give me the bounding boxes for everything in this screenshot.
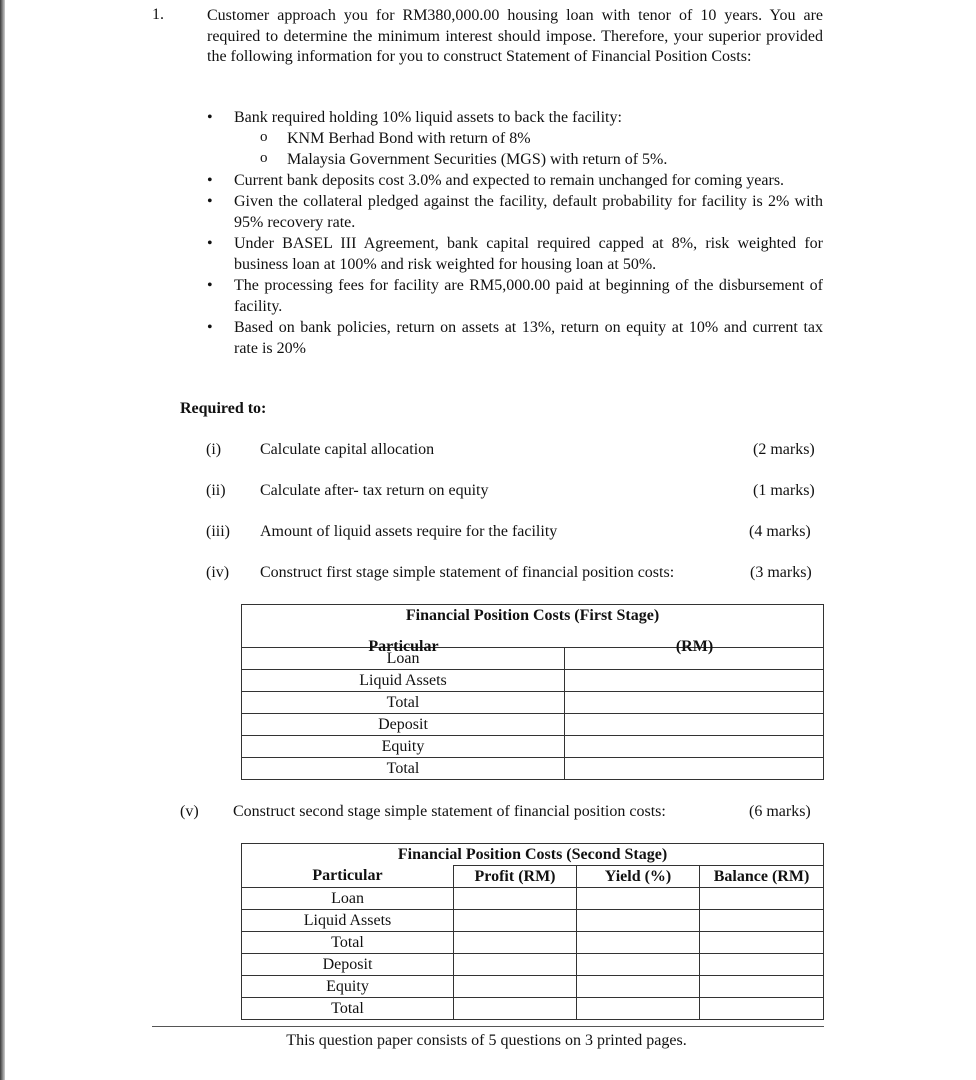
table2-cell xyxy=(700,910,824,932)
table2-cell xyxy=(454,998,577,1020)
table-row xyxy=(242,670,824,692)
bullet-deposit-cost: • Current bank deposits cost 3.0% and expected to remain unchanged for coming years. xyxy=(207,170,823,191)
sub-bullet-list xyxy=(234,128,823,170)
required-item-number: (i) xyxy=(206,441,222,458)
required-item-marks: (1 marks) xyxy=(753,482,815,499)
bullet-processing-fees: • The processing fees for facility are RM5,000.00 paid at beginning of the disbursement of facility. xyxy=(207,275,823,317)
table2-cell xyxy=(700,932,824,954)
table-row xyxy=(242,998,824,1020)
table2-cell xyxy=(454,910,577,932)
sub-bullet-mgs: o Malaysia Government Securities (MGS) with return of 5%. xyxy=(234,149,823,170)
table2-cell xyxy=(577,954,700,976)
required-item-number: (ii) xyxy=(206,482,226,499)
sub-bullet-knm-bond: o KNM Berhad Bond with return of 8% xyxy=(234,128,823,149)
table1-cell-rm xyxy=(565,736,824,758)
table2-cell xyxy=(700,888,824,910)
required-item-marks: (4 marks) xyxy=(749,523,811,540)
table-row xyxy=(242,888,824,910)
table2-col-balance: Balance (RM) xyxy=(700,866,824,888)
table2-cell xyxy=(700,976,824,998)
table1-col-rm: (RM) xyxy=(675,637,714,655)
table1-row-label: Total xyxy=(242,692,565,714)
page-footer xyxy=(0,1032,976,1050)
table1-row-label: Total xyxy=(242,758,565,780)
table1-cell-rm xyxy=(565,692,824,714)
table2-cell xyxy=(577,998,700,1020)
table2-cell xyxy=(454,954,577,976)
table-row xyxy=(242,976,824,998)
required-item-marks: (6 marks) xyxy=(749,803,811,820)
table2-cell xyxy=(577,910,700,932)
table2-cell xyxy=(700,998,824,1020)
table-row xyxy=(242,758,824,780)
table2-cell xyxy=(700,954,824,976)
table1-header-row xyxy=(242,626,824,655)
table2-title: Financial Position Costs (Second Stage) xyxy=(242,844,824,866)
bullet-basel-iii: • Under BASEL III Agreement, bank capital required capped at 8%, risk weighted for business loan at 100% and risk weighted for housing loan at 50%. xyxy=(207,233,823,275)
table2-col-profit: Profit (RM) xyxy=(454,866,577,888)
table1-col-particular: Particular xyxy=(368,637,439,655)
table2-cell xyxy=(577,932,700,954)
table1-cell-rm xyxy=(565,714,824,736)
required-item-text: Construct first stage simple statement of financial position costs: xyxy=(260,564,675,581)
table2-col-particular: Particular xyxy=(242,866,454,888)
info-bullet-list xyxy=(207,107,823,359)
table2-cell xyxy=(577,888,700,910)
table1-title: Financial Position Costs (First Stage) xyxy=(242,605,824,627)
table2-cell xyxy=(454,976,577,998)
table2-row-label: Total xyxy=(242,998,454,1020)
table2-cell xyxy=(454,888,577,910)
required-item-number: (iv) xyxy=(206,564,230,581)
table2-col-yield: Yield (%) xyxy=(577,866,700,888)
table1-row-label: Liquid Assets xyxy=(242,670,565,692)
question-intro: Customer approach you for RM380,000.00 housing loan with tenor of 10 years. You are required to determine the minimum interest should impose. Therefore, your superior provided the following information for you to construct Statement of Financial Position Costs: xyxy=(207,7,823,65)
table1-row-label: Loan xyxy=(242,648,565,670)
table-row xyxy=(242,910,824,932)
bullet-bank-policies: • Based on bank policies, return on assets at 13%, return on equity at 10% and current tax rate is 20% xyxy=(207,317,823,359)
question-number: 1. xyxy=(152,6,164,23)
table-row xyxy=(242,714,824,736)
required-item-number: (iii) xyxy=(206,523,230,540)
table-row xyxy=(242,692,824,714)
required-item-marks: (2 marks) xyxy=(753,441,815,458)
table-row xyxy=(242,736,824,758)
required-item-text: Construct second stage simple statement of financial position costs: xyxy=(233,803,666,820)
required-item-text: Calculate after- tax return on equity xyxy=(260,482,489,499)
bullet-default-probability: • Given the collateral pledged against the facility, default probability for facility is 2% with 95% recovery rate. xyxy=(207,191,823,233)
required-item-number: (v) xyxy=(180,803,199,820)
table2-row-label: Equity xyxy=(242,976,454,998)
table-row xyxy=(242,954,824,976)
footer-divider xyxy=(152,1026,824,1027)
required-item-text: Amount of liquid assets require for the facility xyxy=(260,523,558,540)
table2-row-label: Liquid Assets xyxy=(242,910,454,932)
required-item-text: Calculate capital allocation xyxy=(260,441,435,458)
required-item-marks: (3 marks) xyxy=(750,564,812,581)
bullet-liquid-assets xyxy=(207,107,823,170)
table1-row-label: Equity xyxy=(242,736,565,758)
table2-row-label: Total xyxy=(242,932,454,954)
table2-row-label: Loan xyxy=(242,888,454,910)
financial-position-table-second-stage xyxy=(241,843,824,1020)
table2-cell xyxy=(577,976,700,998)
financial-position-table-first-stage xyxy=(241,604,824,780)
footer-text: This question paper consists of 5 questions on 3 printed pages. xyxy=(286,1032,687,1049)
required-heading: Required to: xyxy=(180,400,267,417)
table1-cell-rm xyxy=(565,670,824,692)
table-row xyxy=(242,932,824,954)
table2-cell xyxy=(454,932,577,954)
table1-row-label: Deposit xyxy=(242,714,565,736)
page-edge-shadow xyxy=(0,0,5,1080)
table1-cell-rm xyxy=(565,758,824,780)
table2-row-label: Deposit xyxy=(242,954,454,976)
bullet-text: Bank required holding 10% liquid assets to back the facility: xyxy=(234,109,622,126)
